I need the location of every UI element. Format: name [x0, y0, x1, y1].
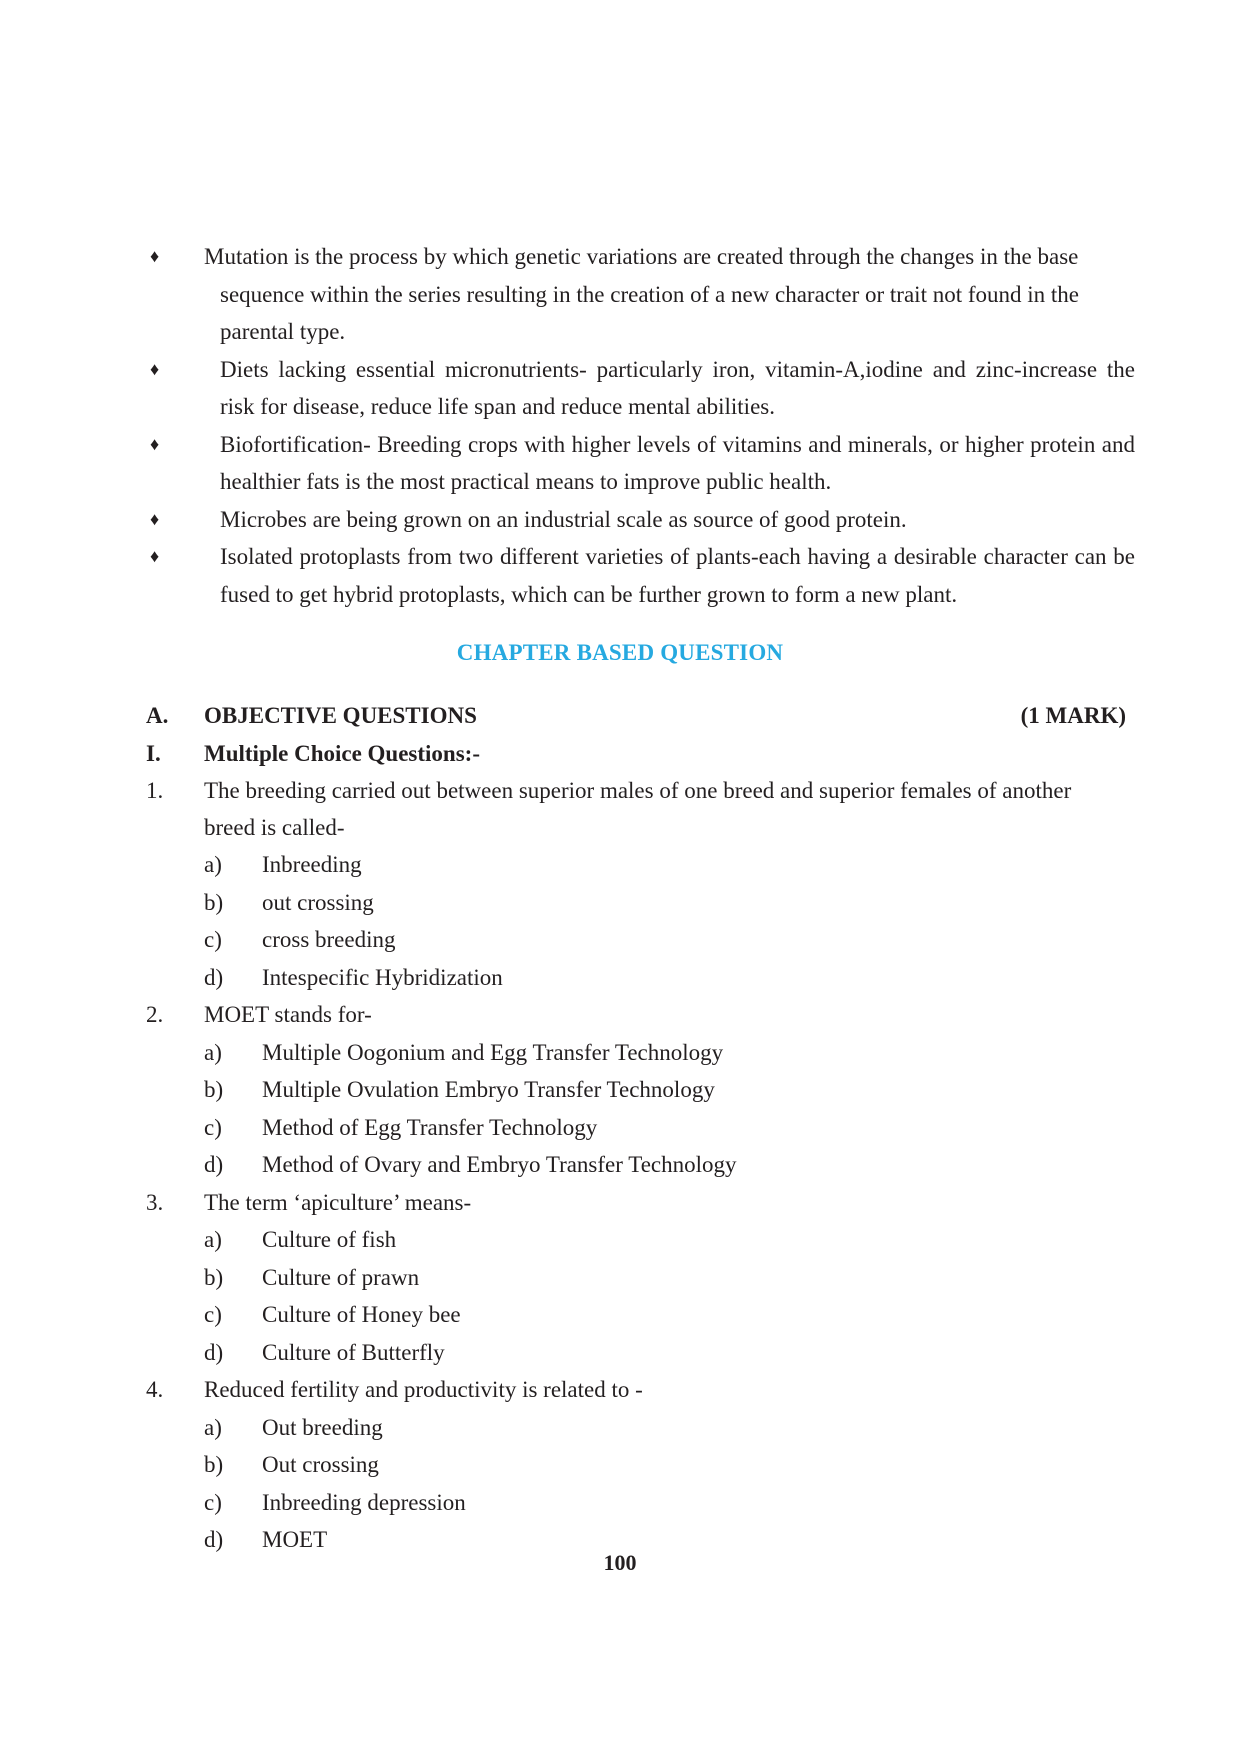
question-text: breed is called- — [204, 815, 345, 840]
option-row — [0, 1109, 1240, 1147]
subsection-title: Multiple Choice Questions:- — [204, 741, 480, 766]
bullet-item — [150, 501, 1135, 539]
bullet-text: Microbes are being grown on an industrial scale as source of good protein. — [220, 506, 907, 532]
option-letter: a) — [204, 1040, 222, 1065]
bullet-item — [150, 538, 1135, 613]
chapter-heading: CHAPTER BASED QUESTION — [456, 640, 784, 665]
option-text: MOET — [262, 1527, 328, 1552]
option-text: Multiple Oogonium and Egg Transfer Technology — [262, 1040, 724, 1065]
bullet-item — [150, 351, 1135, 426]
option-row — [0, 884, 1240, 922]
option-letter: d) — [204, 1152, 224, 1177]
question-number: 2. — [146, 1002, 164, 1027]
option-letter: c) — [204, 1490, 222, 1515]
option-row — [0, 1146, 1240, 1184]
page-number: 100 — [603, 1550, 637, 1575]
question-text: The breeding carried out between superior males of one breed and superior females of another — [204, 778, 1072, 803]
option-letter: b) — [204, 1077, 224, 1102]
option-text: Out breeding — [262, 1415, 383, 1440]
diamond-bullet-icon: ♦ — [150, 433, 160, 454]
subsection-label: I. — [146, 741, 161, 766]
option-row — [0, 1259, 1240, 1297]
option-letter: d) — [204, 1527, 224, 1552]
option-text: Intespecific Hybridization — [262, 965, 503, 990]
section-label: A. — [146, 703, 169, 728]
option-text: Method of Ovary and Embryo Transfer Technology — [262, 1152, 737, 1177]
option-text: Culture of prawn — [262, 1265, 420, 1290]
option-letter: a) — [204, 1227, 222, 1252]
option-text: Culture of fish — [262, 1227, 397, 1252]
option-letter: a) — [204, 1415, 222, 1440]
bullet-item — [150, 426, 1135, 501]
bullet-text: Diets lacking essential micronutrients- particularly iron, vitamin-A,iodine and zinc-increase the risk for disease, reduce life span and reduce mental abilities. — [220, 356, 1135, 419]
bullet-text: Biofortification- Breeding crops with higher levels of vitamins and minerals, or higher protein and healthier fats is the most practical means to improve public health. — [220, 431, 1135, 494]
option-text: Inbreeding depression — [262, 1490, 466, 1515]
diamond-bullet-icon: ♦ — [150, 508, 160, 529]
diamond-bullet-icon: ♦ — [150, 358, 160, 379]
option-row — [0, 1221, 1240, 1259]
question-number: 4. — [146, 1377, 164, 1402]
option-row — [0, 1334, 1240, 1372]
bullet-text-line: Mutation is the process by which genetic variations are created through the changes in the base — [204, 244, 1079, 269]
question-text-continued — [0, 809, 1240, 847]
bullet-item — [150, 238, 1135, 351]
option-text: Method of Egg Transfer Technology — [262, 1115, 598, 1140]
option-letter: c) — [204, 1302, 222, 1327]
section-title: OBJECTIVE QUESTIONS — [204, 703, 477, 728]
subsection-heading — [0, 735, 1240, 773]
option-letter: b) — [204, 1452, 224, 1477]
option-text: Multiple Ovulation Embryo Transfer Technology — [262, 1077, 715, 1102]
option-text: Culture of Butterfly — [262, 1340, 445, 1365]
question-text: Reduced fertility and productivity is related to - — [204, 1377, 643, 1402]
diamond-bullet-icon: ♦ — [150, 246, 160, 266]
bullet-text — [204, 238, 1135, 351]
option-row — [0, 959, 1240, 997]
option-text: cross breeding — [262, 927, 396, 952]
question-row — [0, 996, 1240, 1034]
question-text: The term ‘apiculture’ means- — [204, 1190, 472, 1215]
option-letter: d) — [204, 1340, 224, 1365]
question-text: MOET stands for- — [204, 1002, 372, 1027]
option-text: Out crossing — [262, 1452, 379, 1477]
option-letter: c) — [204, 927, 222, 952]
section-heading — [0, 697, 1240, 735]
option-letter: b) — [204, 890, 224, 915]
option-letter: b) — [204, 1265, 224, 1290]
option-row — [0, 1296, 1240, 1334]
question-row — [0, 1184, 1240, 1222]
diamond-bullet-icon: ♦ — [150, 546, 160, 566]
option-row — [0, 1071, 1240, 1109]
option-letter: a) — [204, 852, 222, 877]
option-row — [0, 1484, 1240, 1522]
summary-bullet-list — [150, 238, 1135, 613]
question-number: 1. — [146, 778, 164, 803]
option-row — [0, 1409, 1240, 1447]
option-text: out crossing — [262, 890, 374, 915]
option-text: Inbreeding — [262, 852, 362, 877]
question-number: 3. — [146, 1190, 164, 1215]
option-letter: c) — [204, 1115, 222, 1140]
option-row — [0, 1034, 1240, 1072]
option-text: Culture of Honey bee — [262, 1302, 461, 1327]
section-marks: (1 MARK) — [1020, 703, 1126, 728]
bullet-text: Isolated protoplasts from two different varieties of plants-each having a desirable character can be fused to get hybrid protoplasts, which can be further grown to form a new plant. — [220, 544, 1135, 607]
question-row — [0, 1371, 1240, 1409]
bullet-text-line: parental type. — [220, 319, 346, 344]
question-row — [0, 772, 1240, 810]
option-row — [0, 846, 1240, 884]
bullet-text-line: sequence within the series resulting in the creation of a new character or trait not found in the — [220, 281, 1079, 307]
option-row — [0, 921, 1240, 959]
option-row — [0, 1446, 1240, 1484]
option-letter: d) — [204, 965, 224, 990]
